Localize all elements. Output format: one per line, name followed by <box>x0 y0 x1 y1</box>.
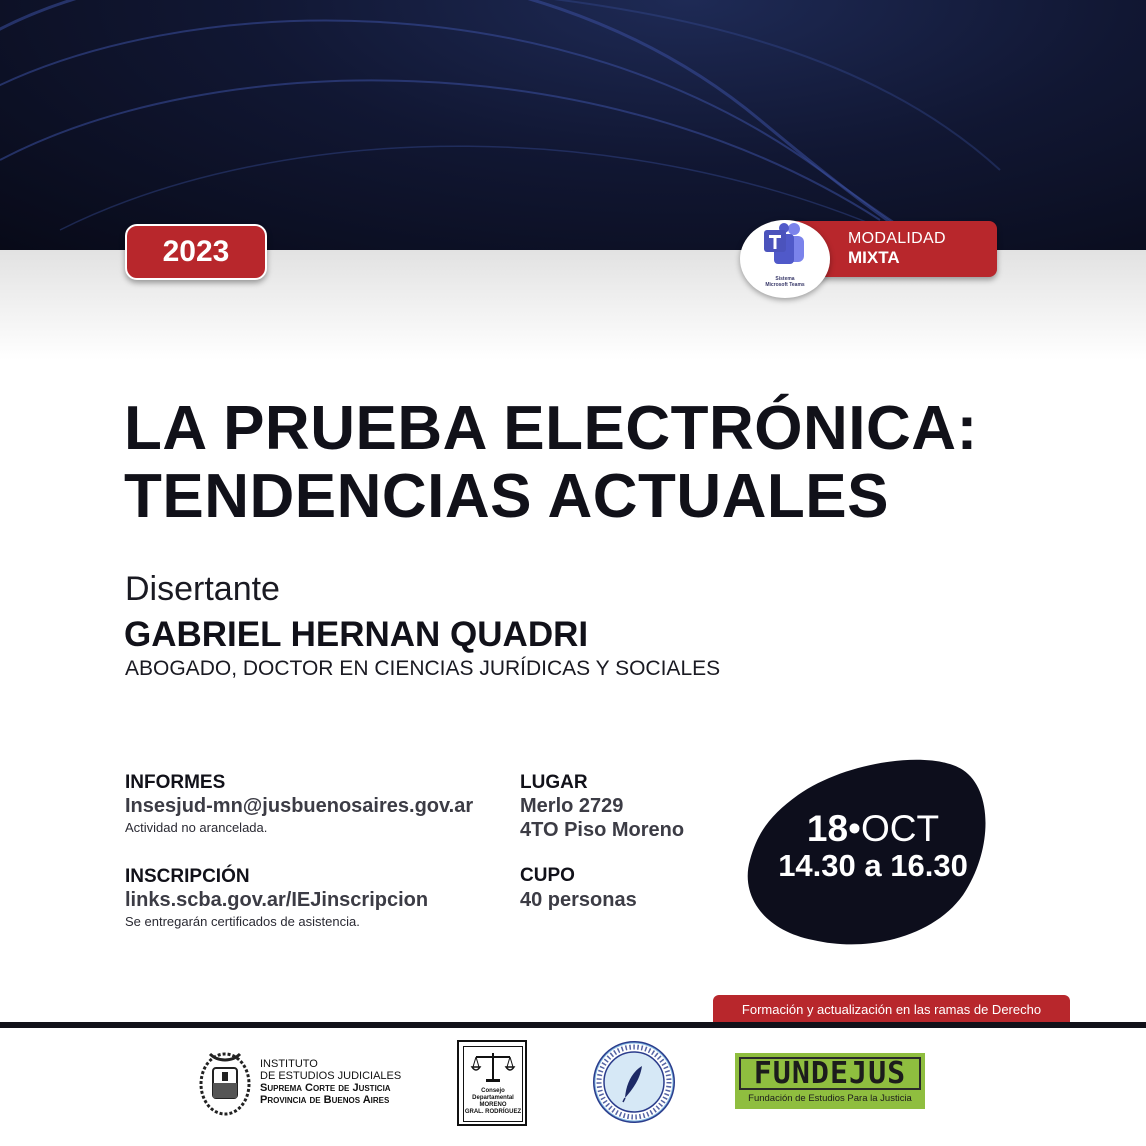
event-title-line-2: TENDENCIAS ACTUALES <box>124 462 890 531</box>
event-day: 18 <box>806 808 849 849</box>
footer-ribbon: Formación y actualización en las ramas de Derecho <box>713 995 1070 1023</box>
teams-caption-2: Microsoft Teams <box>765 282 805 288</box>
colegio-seal-icon <box>592 1040 676 1124</box>
iej-line-2: DE ESTUDIOS JUDICIALES <box>260 1070 402 1082</box>
iej-logo-text <box>260 1058 401 1106</box>
scales-of-justice-icon <box>464 1047 522 1085</box>
informes-heading: INFORMES <box>125 772 226 793</box>
speaker-credentials: ABOGADO, DOCTOR EN CIENCIAS JURÍDICAS Y SOCIALES <box>125 657 721 680</box>
fundejus-logo <box>735 1053 925 1109</box>
modalidad-label: MODALIDAD <box>848 230 946 247</box>
informes-email[interactable]: Insesjud-mn@jusbuenosaires.gov.ar <box>125 795 474 817</box>
lugar-floor: 4TO Piso Moreno <box>520 819 685 841</box>
hero-arcs <box>0 0 1146 250</box>
event-title <box>124 395 1104 531</box>
consejo-line-3: MORENO <box>479 1102 507 1108</box>
fundejus-tagline: Fundación de Estudios Para la Justicia <box>748 1093 912 1104</box>
consejo-departamental-logo <box>457 1040 527 1126</box>
informes-note: Actividad no arancelada. <box>125 820 268 835</box>
iej-line-4: Provincia de Buenos Aires <box>260 1094 390 1106</box>
cupo-value: 40 personas <box>520 889 637 911</box>
lugar-address: Merlo 2729 <box>520 795 624 817</box>
inscripcion-note: Se entregarán certificados de asistencia. <box>125 914 360 929</box>
iej-line-1: INSTITUTO <box>260 1058 318 1070</box>
year-badge: 2023 <box>125 224 267 280</box>
speaker-label: Disertante <box>125 570 280 608</box>
iej-crest-icon <box>198 1048 252 1118</box>
hero-banner <box>0 0 1146 250</box>
footer-divider <box>0 1022 1146 1028</box>
event-date <box>742 808 1004 850</box>
inscripcion-heading: INSCRIPCIÓN <box>125 866 250 887</box>
teams-badge <box>740 220 830 298</box>
consejo-line-1: Consejo <box>481 1088 505 1094</box>
microsoft-teams-icon <box>762 220 808 274</box>
inscripcion-link[interactable]: links.scba.gov.ar/IEJinscripcion <box>125 889 429 911</box>
consejo-line-2: Departamental <box>472 1095 514 1101</box>
fundejus-wordmark: FUNDEJUS <box>739 1057 921 1090</box>
speaker-name: GABRIEL HERNAN QUADRI <box>124 615 589 654</box>
event-month: OCT <box>861 808 940 849</box>
consejo-line-4: GRAL. RODRÍGUEZ <box>464 1109 522 1115</box>
teams-caption-1: Sistema <box>775 276 795 282</box>
date-separator: • <box>848 808 861 849</box>
lugar-heading: LUGAR <box>520 772 588 793</box>
iej-line-3: Suprema Corte de Justicia <box>260 1082 391 1094</box>
modalidad-value: MIXTA <box>848 248 900 267</box>
event-time: 14.30 a 16.30 <box>778 848 968 883</box>
cupo-heading: CUPO <box>520 865 575 886</box>
event-title-line-1: LA PRUEBA ELECTRÓNICA: <box>124 394 978 463</box>
